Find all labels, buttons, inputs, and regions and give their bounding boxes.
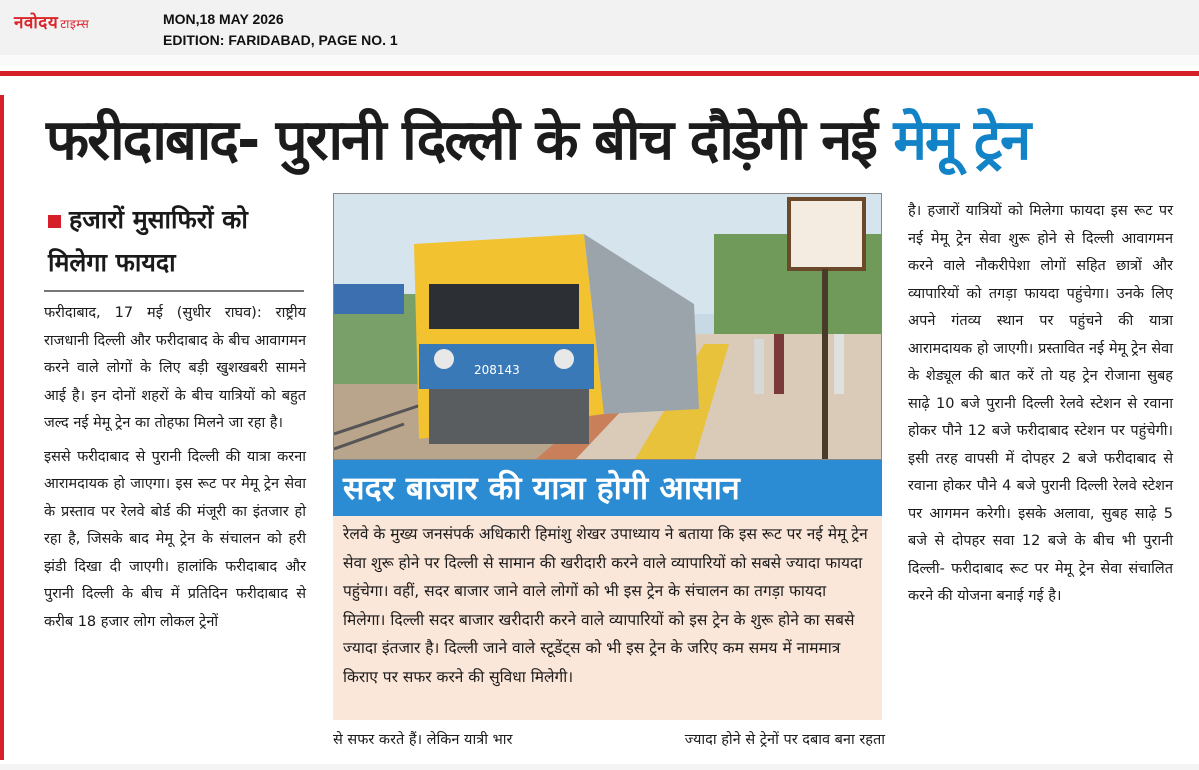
red-divider (0, 71, 1199, 76)
logo-main: नवोदय (14, 13, 59, 33)
subhead-line1: हजारों मुसाफिरों को (69, 205, 248, 234)
subhead-rule (44, 290, 304, 292)
box-title: सदर बाजार की यात्रा होगी आसान (333, 460, 882, 516)
continuation-left: से सफर करते हैं। लेकिन यात्री भार (333, 732, 513, 748)
train-photo-svg (334, 194, 882, 460)
train-number: 208143 (474, 363, 520, 377)
logo-sub: टाइम्स (60, 17, 90, 31)
left-paragraph-2: इससे फरीदाबाद से पुरानी दिल्ली की यात्रा करना आरामदायक हो जाएगा। इस रूट पर मेमू ट्रेन सेवा के प्रस्ताव पर रेलवे बोर्ड की मंजूरी का इंतजार हो रहा है, जिसके बाद मेमू ट्रेन के संचालन को हरी झंडी दिखा दी जाएगी। हालांकि फरीदाबाद और पुरानी दिल्ली के बीच में प्रतिदिन फरीदाबाद से करीब 18 हजार लोग लोकल ट्रेनों (44, 448, 306, 630)
edition-label: EDITION: FARIDABAD, PAGE NO. 1 (163, 32, 398, 48)
page-header (0, 0, 1199, 55)
continuation-line (333, 729, 885, 749)
box-body: रेलवे के मुख्य जनसंपर्क अधिकारी हिमांशु शेखर उपाध्याय ने बताया कि इस रूट पर नई मेमू ट्रेन सेवा शुरू होने पर दिल्ली से सामान की खरीदारी करने वाले व्यापारियों को सबसे ज्यादा फायदा पहुंचेगा। वहीं, सदर बाजार जाने वाले लोगों को भी इस ट्रेन के संचालन का तगड़ा फायदा मिलेगा। दिल्ली सदर बाजार खरीदारी करने वाले व्यापारियों को इस ट्रेन के शुरू होने का सबसे ज्यादा इंतजार है। दिल्ली जाने वाले स्टूडेंट्स को भी इस ट्रेन के जरिए कम समय में नाममात्र किराए पर सफर करने की सुविधा मिलेगी। (333, 516, 882, 720)
headline-main: फरीदाबाद- पुरानी दिल्ली के बीच दौड़ेगी नई (46, 108, 894, 173)
right-column (908, 198, 1173, 611)
bullet-square-icon (48, 215, 61, 228)
left-column (44, 300, 306, 636)
continuation-right: ज्यादा होने से ट्रेनों पर दबाव बना रहता (684, 732, 885, 748)
edition-info (163, 9, 398, 51)
page-footer-strip (0, 764, 1199, 770)
right-paragraph: है। हजारों यात्रियों को मिलेगा फायदा इस रूट पर नई मेमू ट्रेन सेवा शुरू होने से दिल्ली आवागमन करने वाले नौकरीपेशा लोगों सहित छात्रों और व्यापारियों को तगड़ा फायदा पहुंचेगा। उनके लिए अपने गंतव्य स्थान पर पहुंचने की यात्रा आरामदायक हो जाएगी। प्रस्तावित नई मेमू ट्रेन सेवा के शेड्यूल की बात करें तो यह ट्रेन रोजाना सुबह साढ़े 10 बजे पुरानी दिल्ली रेलवे स्टेशन से रवाना होकर पौने 12 बजे फरीदाबाद स्टेशन पर पहुंचेगी। इसी तरह वापसी में दोपहर 2 बजे फरीदाबाद से रवाना होकर पौने 4 बजे पुरानी दिल्ली रेलवे स्टेशन पर आगमन करेगी। इसके अलावा, सुबह साढ़े 5 बजे से दोपहर सवा 12 बजे के बीच भी पुरानी दिल्ली- फरीदाबाद रूट पर मेमू ट्रेन सेवा संचालित करने की योजना बनाई गई है। (908, 203, 1173, 604)
left-paragraph-1: फरीदाबाद, 17 मई (सुधीर राघव): राष्ट्रीय राजधानी दिल्ली और फरीदाबाद के बीच आवागमन करने वाले लोगों के लिए बड़ी खुशखबरी सामने आई है। इन दोनों शहरों के बीच यात्रियों को बहुत जल्द नई मेमू ट्रेन का तोहफा मिलने जा रहा है। (44, 305, 306, 431)
headline-highlight: मेमू ट्रेन (893, 108, 1030, 173)
newspaper-logo[interactable] (14, 10, 89, 33)
issue-date: MON,18 MAY 2026 (163, 11, 284, 27)
headline (46, 100, 1186, 176)
cropped-strip (0, 55, 1199, 65)
subhead-line2: मिलेगा फायदा (48, 248, 176, 277)
left-margin-bar (0, 95, 14, 760)
subheadline (48, 198, 298, 284)
train-photo (333, 193, 882, 460)
